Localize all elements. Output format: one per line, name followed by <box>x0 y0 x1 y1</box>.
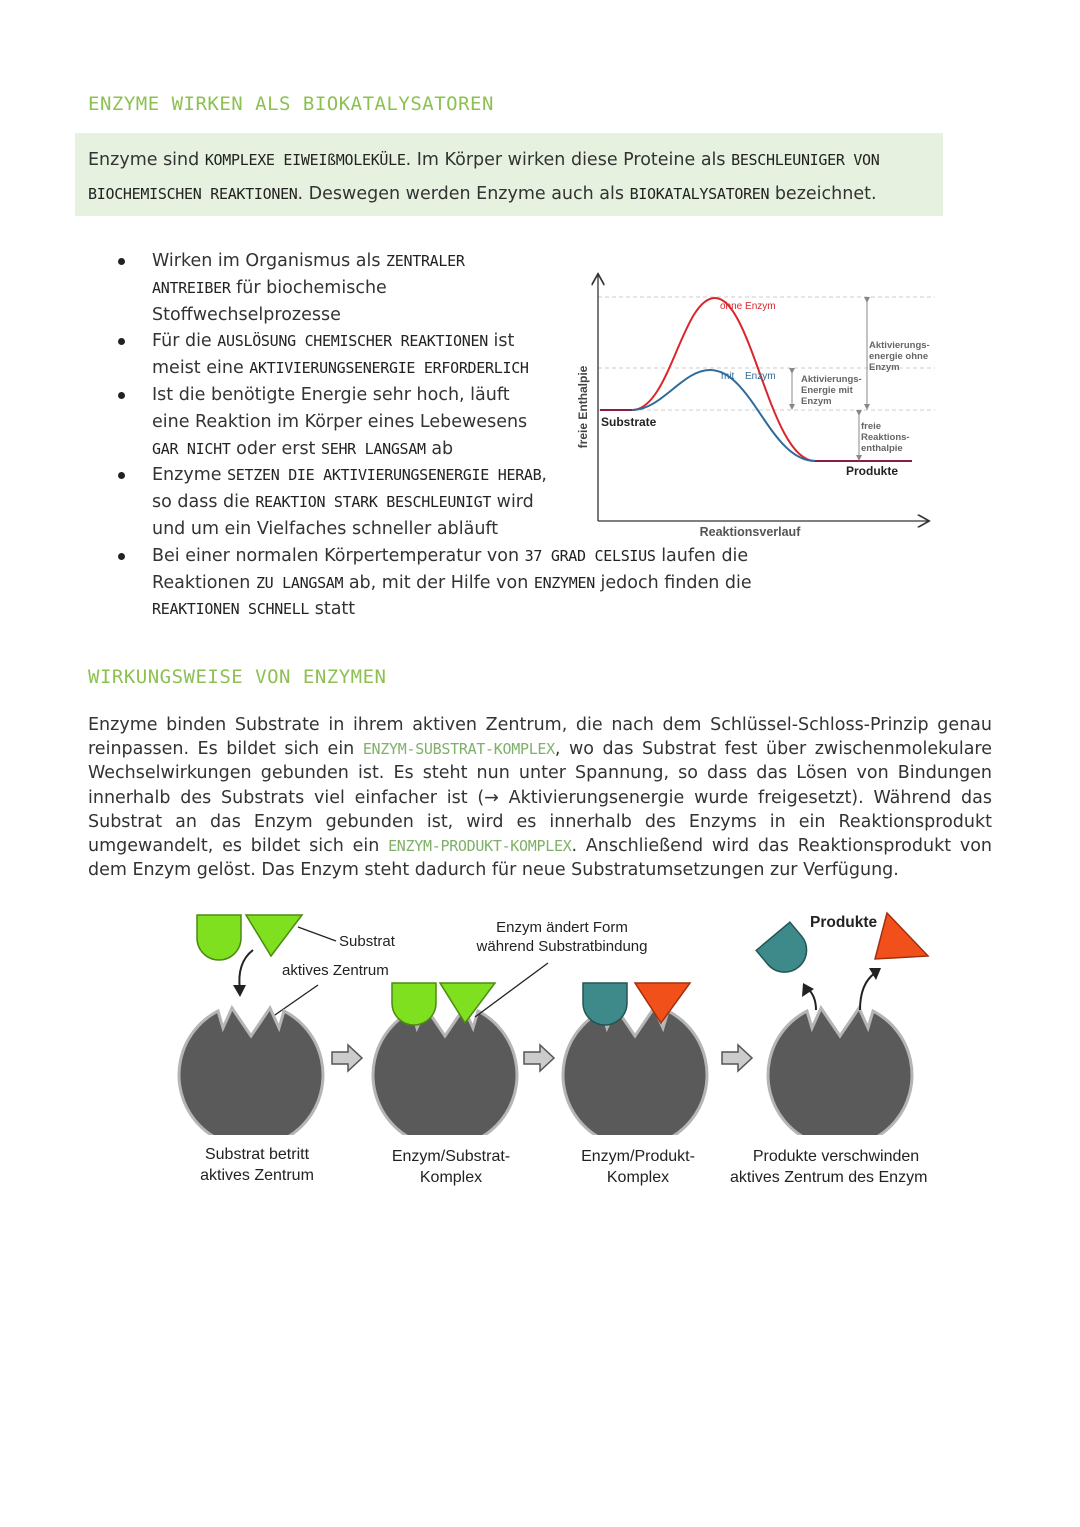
bullet-dot <box>118 472 125 479</box>
step3-caption-line1: Enzym/Produkt- <box>581 1148 695 1165</box>
step2-caption-line1: Enzym/Substrat- <box>391 1148 511 1165</box>
step4-enzyme <box>768 1008 912 1135</box>
text-run: jedoch finden die <box>594 572 752 593</box>
shape-change-label-2: während Substratbindung <box>476 938 648 955</box>
text-run: Für die <box>152 331 218 352</box>
free-enthalpy-label-1: freie <box>861 421 882 432</box>
step1-caption-line2: aktives Zentrum <box>200 1167 314 1184</box>
emphasis-term: ZU LANGSAM <box>255 573 344 592</box>
text-run: Bei einer normalen Körpertemperatur von <box>152 545 525 566</box>
activation-without-label-3: Enzym <box>869 362 900 373</box>
text-run: oder erst <box>230 438 321 459</box>
activation-without-label-1: Aktivierungs- <box>869 340 930 351</box>
step4-product-round <box>756 922 815 981</box>
text-run: Enzyme <box>152 465 228 486</box>
step3-enzyme <box>563 1008 707 1135</box>
emphasis-term: ENZYMEN <box>533 573 595 592</box>
section-title-mechanism: WIRKUNGSWEISE VON ENZYMEN <box>88 666 387 688</box>
text-run: laufen die Reaktionen <box>152 545 749 593</box>
step1-enzyme <box>179 1008 323 1135</box>
activation-with-label-1: Aktivierungs- <box>801 374 862 385</box>
step2-caption <box>371 1146 531 1188</box>
emphasis-term: KOMPLEXE EIWEIßMOLEKÜLE <box>204 151 406 169</box>
step1-entry-arrow-head <box>233 985 246 997</box>
free-enthalpy-label-2: Reaktions- <box>861 432 910 443</box>
x-axis-label: Reaktionsverlauf <box>699 525 801 539</box>
label-product: Produkte <box>846 464 899 478</box>
activation-with-label-2: Energie mit <box>801 385 853 396</box>
bullet-text <box>152 248 550 328</box>
emphasis-term: ENZYM-PRODUKT-KOMPLEX <box>388 837 572 856</box>
emphasis-term: BIOKATALYSATOREN <box>629 185 770 203</box>
emphasis-term: 37 GRAD CELSIUS <box>524 546 656 565</box>
step4-caption-line2: aktives Zentrum des Enzym <box>730 1169 928 1186</box>
mechanism-figure <box>170 905 930 1135</box>
text-run: bezeichnet. <box>769 184 877 204</box>
bullet-text <box>152 543 752 623</box>
step2-enzyme <box>373 1008 517 1135</box>
intro-text <box>88 150 880 204</box>
step4-caption-line1: Produkte verschwinden <box>752 1148 920 1165</box>
label-with-enzyme-b: Enzym <box>745 371 776 382</box>
step3-caption <box>558 1146 718 1188</box>
process-arrow-1 <box>332 1045 362 1071</box>
substrate-label: Substrat <box>339 933 395 950</box>
activation-with-label-3: Enzym <box>801 396 832 407</box>
emphasis-term: REAKTION STARK BESCHLEUNIGT <box>255 493 492 512</box>
label-without-enzyme: ohne Enzym <box>720 301 776 312</box>
step1-entry-arrow <box>239 950 253 990</box>
active-site-pointer-line <box>272 985 318 1017</box>
bullet-text <box>152 382 550 462</box>
text-run: für biochemische Stoffwechselprozesse <box>152 277 387 325</box>
text-run: Enzyme binden Substrate in ihrem aktiven Zentrum, die nach dem Schlüssel-Schloss-Prinzip genau reinpassen. Es bildet sich ein <box>88 715 992 760</box>
exit-arrow-2 <box>860 973 875 1010</box>
substrate-pointer-line <box>298 927 336 941</box>
emphasis-term: SEHR LANGSAM <box>320 439 426 458</box>
label-with-enzyme-a: mit <box>721 371 735 382</box>
step3-caption-line2: Komplex <box>606 1169 670 1186</box>
label-substrate: Substrate <box>601 415 657 429</box>
bullet-text <box>152 328 550 382</box>
active-site-label: aktives Zentrum <box>282 962 389 979</box>
step4-product-triangle <box>875 913 928 959</box>
step1-caption-line1: Substrat betritt <box>204 1146 310 1163</box>
emphasis-term: ENZYM-SUBSTRAT-KOMPLEX <box>362 740 555 759</box>
bullet-dot <box>118 553 125 560</box>
bullet-text <box>152 462 550 542</box>
text-run: . Im Körper wirken diese Proteine als <box>405 150 732 170</box>
text-run: statt <box>309 599 356 620</box>
text-run: ab, mit der Hilfe von <box>343 572 534 593</box>
step2-caption-line2: Komplex <box>419 1169 483 1186</box>
curve-without-enzyme <box>602 298 815 461</box>
y-axis-label: freie Enthalpie <box>576 365 590 449</box>
bullet-dot <box>118 392 125 399</box>
emphasis-term: BESCHLEUNIGER VON BIOCHEMISCHEN REAKTIONEN <box>88 151 880 203</box>
exit-arrow-2-head <box>869 968 881 980</box>
emphasis-term: AKTIVIERUNGSENERGIE ERFORDERLICH <box>249 359 529 378</box>
text-run: Wirken im Organismus als <box>152 251 387 271</box>
text-run: . Deswegen werden Enzyme auch als <box>297 184 630 204</box>
emphasis-term: SETZEN DIE AKTIVIERUNGSENERGIE HERAB <box>227 466 542 485</box>
text-run: , so dass die <box>152 465 547 513</box>
free-enthalpy-label-3: enthalpie <box>861 443 903 454</box>
text-run: , wo das Substrat fest über zwischenmolekulare Wechselwirkungen gebunden ist. Es steht nun unter Spannung, so dass das Lösen von Bindungen innerhalb des Substrats viel einfacher ist (→ Aktivierungsenergie wurde freigesetzt). Während das Substrat an das Enzym gebunden ist, wird es innerhalb des Enzyms in ein Reaktionsprodukt umgewandelt, es bildet sich ein <box>88 739 992 857</box>
curve-with-enzyme <box>632 370 815 461</box>
process-arrow-3 <box>722 1045 752 1071</box>
shape-change-label-1: Enzym ändert Form <box>496 919 628 936</box>
text-run: ist meist eine <box>152 331 515 379</box>
emphasis-term: GAR NICHT <box>152 439 231 458</box>
text-run: . Anschließend wird das Reaktionsprodukt von dem Enzym gelöst. Das Enzym steht dadurch für neue Substratumsetzungen zur Verfügung. <box>88 836 993 881</box>
text-run: ab <box>425 438 454 459</box>
emphasis-term: AUSLÖSUNG CHEMISCHER REAKTIONEN <box>217 332 488 351</box>
bullet-dot <box>118 258 125 265</box>
energy-diagram <box>570 265 950 550</box>
intro-box <box>75 133 943 216</box>
text-run: Enzyme sind <box>88 150 205 170</box>
bullet-dot <box>118 338 125 345</box>
mechanism-description <box>88 713 992 882</box>
emphasis-term: ZENTRALER ANTREIBER <box>152 252 465 297</box>
section-title-biocatalysts: ENZYME WIRKEN ALS BIOKATALYSATOREN <box>88 93 494 115</box>
text-run: wird und um ein Vielfaches schneller abläuft <box>152 492 534 539</box>
bullet-item <box>88 543 752 623</box>
emphasis-term: REAKTIONEN SCHNELL <box>152 600 310 619</box>
step4-caption <box>730 1146 942 1188</box>
products-label: Produkte <box>810 914 878 931</box>
step1-caption <box>177 1144 337 1186</box>
activation-without-label-2: energie ohne <box>869 351 929 362</box>
process-arrow-2 <box>524 1045 554 1071</box>
text-run: Ist die benötigte Energie sehr hoch, läuft eine Reaktion im Körper eines Lebewesens <box>152 384 528 432</box>
